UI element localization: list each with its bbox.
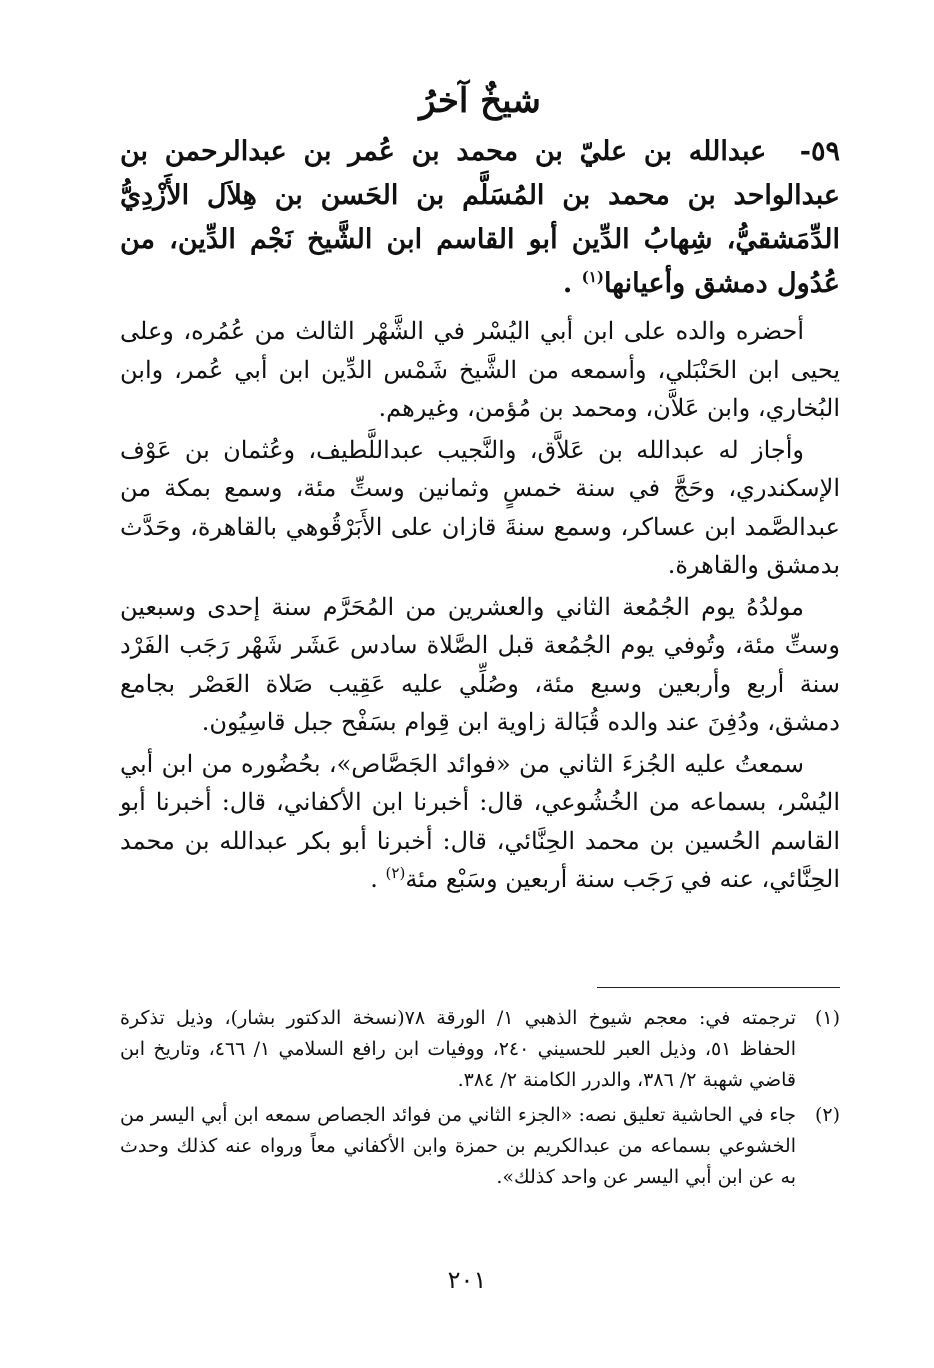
footnote-text: جاء في الحاشية تعليق نصه: «الجزء الثاني من فوائد الجصاص سمعه ابن أبي اليسر من الخشوعي بسماعه من عبدالكريم بن حمزة وابن الأكفاني معاً ورواه عنه كذلك وحدث به عن ابن أبي اليسر عن واحد كذلك». (120, 1104, 796, 1188)
page-number: ٢٠١ (447, 1266, 487, 1294)
entry-heading (120, 130, 840, 306)
footnote-text: ترجمته في: معجم شيوخ الذهبي ١/ الورقة ٧٨(نسخة الدكتور بشار)، وذيل تذكرة الحفاظ ٥١، وذيل العبر للحسيني ٢٤٠، ووفيات ابن رافع السلامي ١/ ٤٦٦، وتاريخ ابن قاضي شهبة ٢/ ٣٨٦، والدرر الكامنة ٢/ ٣٨٤. (120, 1007, 796, 1091)
main-text-block (120, 76, 840, 899)
entry-number: ٥٩- (799, 136, 840, 167)
footnote-1 (120, 1003, 840, 1096)
footnote-reference-2[interactable]: (٢) (385, 864, 406, 882)
paragraph-birth-death: مولدُهُ يوم الجُمُعة الثاني والعشرين من المُحَرَّم سنة إحدى وسبعين وستِّ مئة، وتُوفي يوم الجُمُعة قبل الصَّلاة سادس عَشَر شَهْر رَجَب الفَرْد سنة أربع وأربعين وسبع مئة، وصُلِّي عليه عَقِيب صَلاة العَصْر بجامع دمشق، ودُفِنَ عند والده قُبَالة زاوية ابن قِوام بسَفْح جبل قاسِيُون. (120, 592, 840, 736)
paragraph-hearing-end: . (370, 865, 386, 893)
footnote-2 (120, 1100, 840, 1193)
footnote-reference-1[interactable]: (١) (581, 268, 604, 286)
paragraph-licence: وأجاز له عبدالله بن عَلاَّق، والنَّجيب عبداللَّطيف، وعُثمان بن عَوْف الإسكندري، وحَجَّ في سنة خمسٍ وثمانين وستِّ مئة، وسمع بمكة من عبدالصَّمد ابن عساكر، وسمع سنةَ قازان على الأَبَرْقُوهي بالقاهرة، وحَدَّث بدمشق والقاهرة. (120, 435, 840, 579)
footnote-number: (١) (814, 1007, 840, 1029)
paragraph-hearing (120, 745, 840, 899)
entry-heading-end: . (562, 268, 582, 299)
footnote-number: (٢) (814, 1104, 840, 1126)
entry-heading-text: عبدالله بن عليّ بن محمد بن عُمر بن عبدالرحمن بن عبدالواحد بن محمد بن المُسَلَّم بن الحَسن بن هِلاَل الأَزْدِيُّ الدِّمَشقيُّ، شِهابُ الدِّين أبو القاسم ابن الشَّيخ نَجْم الدِّين، من عُدُول دمشق وأعيانها (120, 136, 840, 299)
footnote-separator (597, 987, 840, 988)
paragraph-hearing-text: سمعتُ عليه الجُزءَ الثاني من «فوائد الجَصَّاص»، بحُضُوره من ابن أبي اليُسْر، بسماعه من الخُشُوعي، قال: أخبرنا ابن الأكفاني، قال: أخبرنا أبو القاسم الحُسين بن محمد الحِنَّائي، قال: أخبرنا أبو بكر عبدالله بن محمد الحِنَّائي، عنه في رَجَب سنة أربعين وسَبْع مئة (120, 749, 840, 893)
footnotes-section (120, 1003, 840, 1197)
paragraph-attendance: أحضره والده على ابن أبي اليُسْر في الشَّهْر الثالث من عُمُره، وعلى يحيى ابن الحَنْبَلي، وأسمعه من الشَّيخ شَمْس الدِّين ابن أبي عُمر، وابن البُخاري، وابن عَلاَّن، ومحمد بن مُؤمن، وغيرهم. (120, 317, 840, 422)
chapter-title: شيخٌ آخرُ (419, 81, 541, 121)
